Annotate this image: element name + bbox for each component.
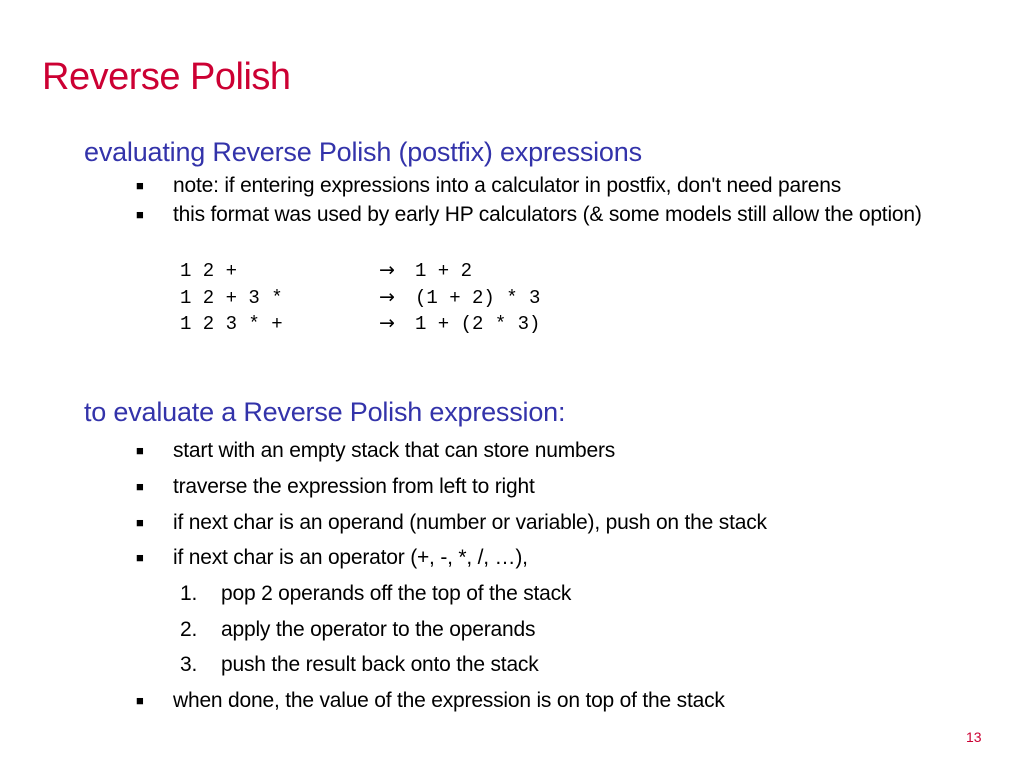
slide-title: Reverse Polish	[42, 56, 291, 98]
bullet-text: traverse the expression from left to right	[173, 475, 535, 498]
bullet-text: this format was used by early HP calculators (& some models still allow the option)	[173, 203, 922, 226]
bullet-text: if next char is an operator (+, -, *, /, …),	[173, 546, 528, 569]
bullet-text: note: if entering expressions into a calculator in postfix, don't need parens	[173, 174, 842, 197]
bullet-marker-icon: ■	[136, 178, 144, 193]
bullet-marker-icon: ■	[136, 207, 144, 222]
bullet-text: start with an empty stack that can store numbers	[173, 439, 616, 462]
step-number: 2.	[180, 618, 198, 641]
section-heading-evaluate: to evaluate a Reverse Polish expression:	[84, 397, 566, 427]
postfix-expression: 1 2 3 * +	[180, 313, 283, 335]
bullet-text: when done, the value of the expression is on top of the stack	[173, 689, 725, 712]
arrow-right-icon: →	[379, 312, 395, 334]
step-text: push the result back onto the stack	[221, 653, 539, 676]
step-text: apply the operator to the operands	[221, 618, 536, 641]
step-number: 3.	[180, 653, 198, 676]
postfix-expression: 1 2 +	[180, 260, 238, 282]
bullet-marker-icon: ■	[136, 443, 144, 458]
bullet-marker-icon: ■	[136, 479, 144, 494]
page-number: 13	[966, 729, 982, 745]
postfix-expression: 1 2 + 3 *	[180, 287, 283, 309]
bullet-marker-icon: ■	[136, 693, 144, 708]
arrow-right-icon: →	[379, 286, 395, 308]
step-number: 1.	[180, 582, 198, 605]
section-heading-postfix: evaluating Reverse Polish (postfix) expressions	[84, 137, 642, 167]
infix-expression: 1 + 2	[415, 260, 473, 282]
bullet-marker-icon: ■	[136, 515, 144, 530]
infix-expression: (1 + 2) * 3	[415, 287, 541, 309]
infix-expression: 1 + (2 * 3)	[415, 313, 541, 335]
arrow-right-icon: →	[379, 259, 395, 281]
step-text: pop 2 operands off the top of the stack	[221, 582, 572, 605]
bullet-marker-icon: ■	[136, 550, 144, 565]
bullet-text: if next char is an operand (number or variable), push on the stack	[173, 511, 767, 534]
